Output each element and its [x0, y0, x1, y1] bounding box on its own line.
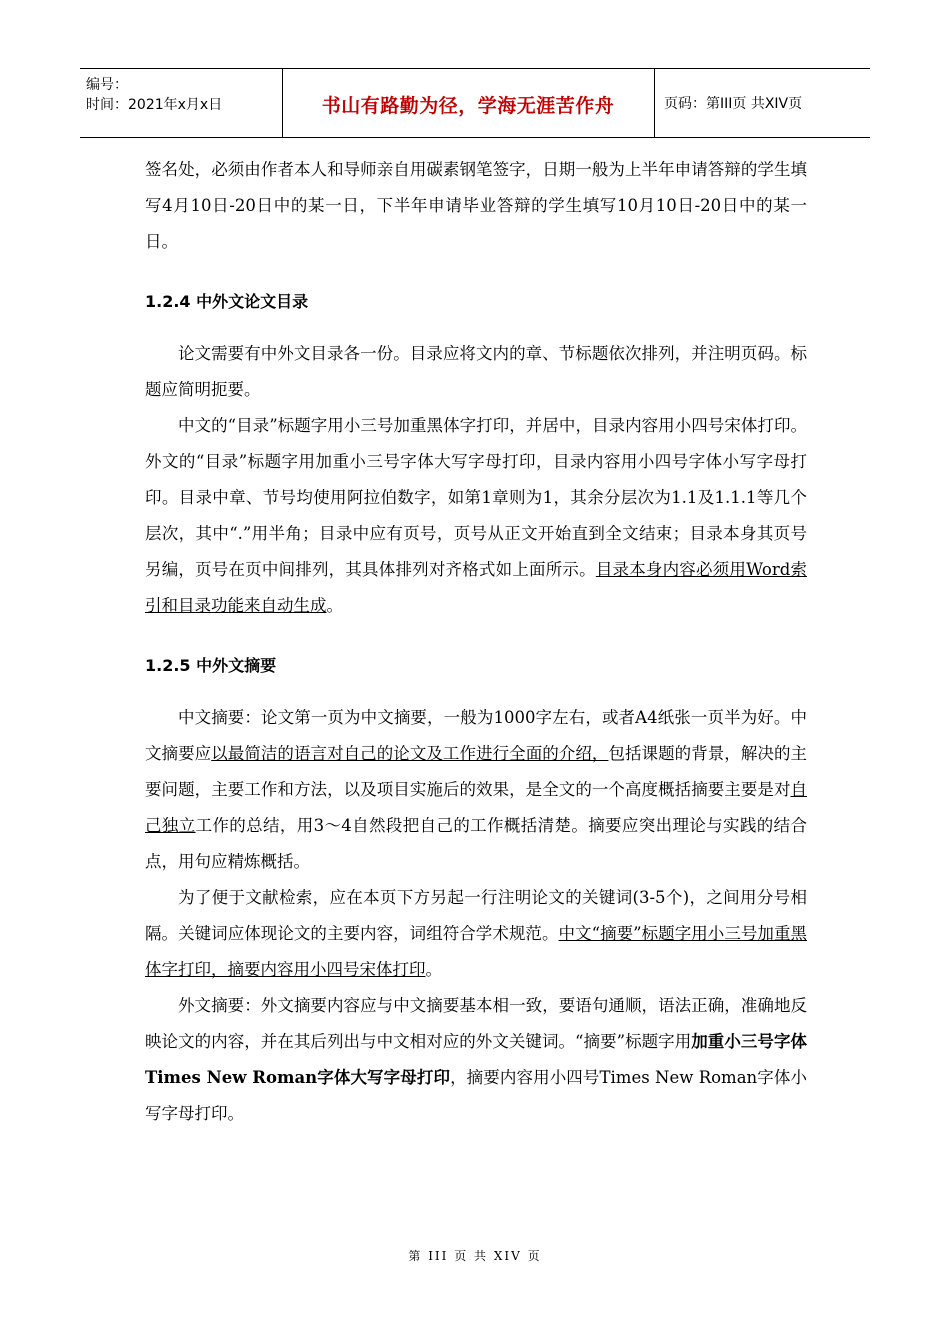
paragraph-signature: 签名处，必须由作者本人和导师亲自用碳素钢笔签字，日期一般为上半年申请答辩的学生填写4月10日-20日中的某一日，下半年申请毕业答辩的学生填写10月10日-20日中的某一日。: [145, 160, 807, 251]
page-footer: 第 III 页 共 XIV 页: [408, 1249, 542, 1263]
number-label: 编号：: [86, 77, 128, 93]
underlined-text: 以最简洁的语言对自己的论文及工作进行全面的介绍，: [211, 744, 609, 763]
underlined-text: 自己独立: [145, 780, 807, 835]
paragraph-toc-2: 中文的“目录”标题字用小三号加重黑体字打印，并居中，目录内容用小四号宋体打印。外文的“目录”标题字用加重小三号字体大写字母打印，目录内容用小四号字体小写字母打印。目录中章、节号均使用阿拉伯数字，如第1章则为1，其余分层次为1.1及1.1.1等几个层次，其中“.”用半角；目录中应有页号，页号从正文开始直到全文结束；目录本身其页号另编，页号在页中间排列，其具体排列对齐格式如上面所示。目录本身内容必须用Word索引和目录功能来自动生成。: [145, 416, 807, 615]
header-left-block: [86, 75, 222, 115]
document-body: [145, 152, 807, 1132]
header-motto: 书山有路勤为径，学海无涯苦作舟: [321, 95, 615, 117]
paragraph-toc-1: 论文需要有中外文目录各一份。目录应将文内的章、节标题依次排列，并注明页码。标题应简明扼要。: [145, 344, 807, 399]
paragraph-abstract-2: 为了便于文献检索，应在本页下方另起一行注明论文的关键词(3-5个)，之间用分号相隔。关键词应体现论文的主要内容，词组符合学术规范。中文“摘要”标题字用小三号加重黑体字打印，摘要内容用小四号宋体打印。: [145, 888, 807, 979]
paragraph-abstract-3: 外文摘要：外文摘要内容应与中文摘要基本相一致，要语句通顺，语法正确，准确地反映论文的内容，并在其后列出与中文相对应的外文关键词。“摘要”标题字用加重小三号字体Times New Roman字体大写字母打印，摘要内容用小四号Times New Roman字体小写字母打印。: [145, 996, 808, 1123]
date-line: 时间：2021年x月x日: [86, 97, 223, 113]
section-title-1-2-4: 1.2.4 中外文论文目录: [145, 292, 309, 311]
page-header: [80, 68, 870, 138]
bold-text: 加重小三号字体Times New Roman字体大写字母打印: [145, 1032, 808, 1087]
underlined-text: 目录本身内容必须用Word索引和目录功能来自动生成: [145, 560, 807, 615]
header-page-info: 页码：第III页 共XIV页: [664, 96, 803, 112]
underlined-text: 中文“摘要”标题字用小三号加重黑体字打印，摘要内容用小四号宋体打印: [145, 924, 807, 979]
paragraph-abstract-1: 中文摘要：论文第一页为中文摘要，一般为1000字左右，或者A4纸张一页半为好。中文摘要应以最简洁的语言对自己的论文及工作进行全面的介绍，包括课题的背景，解决的主要问题，主要工作和方法，以及项目实施后的效果，是全文的一个高度概括摘要主要是对自己独立工作的总结，用3～4自然段把自己的工作概括清楚。摘要应突出理论与实践的结合点，用句应精炼概括。: [145, 708, 808, 871]
section-title-1-2-5: 1.2.5 中外文摘要: [145, 656, 277, 675]
header-divider: [654, 69, 655, 137]
